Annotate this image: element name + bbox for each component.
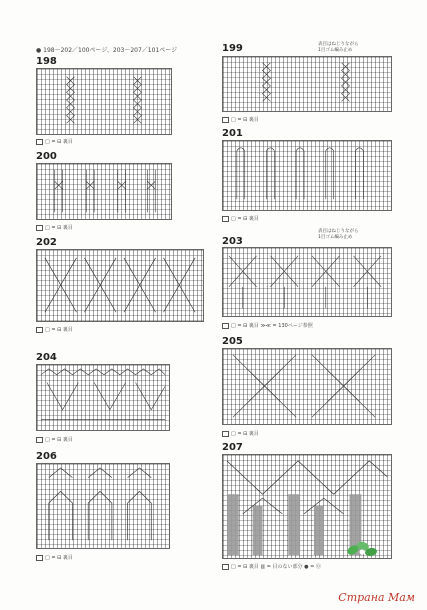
legend-201: □ = ⊟ 裏目 [222,215,259,222]
empty-square-icon [36,327,43,333]
pattern-number-207: 207 [222,442,243,453]
legend-199: □ = ⊟ 裏目 [222,116,259,123]
empty-square-icon [36,555,43,561]
empty-square-icon [222,216,229,222]
empty-square-icon [36,437,43,443]
chart-199 [222,56,392,112]
legend-202: □ = ⊟ 裏目 [36,326,73,333]
empty-square-icon [36,139,43,145]
pattern-number-199: 199 [222,43,243,54]
empty-square-icon [36,225,43,231]
legend-206: □ = ⊟ 裏目 [36,554,73,561]
empty-square-icon [222,323,229,329]
pattern-number-198: 198 [36,56,57,67]
chart-204 [36,364,170,431]
note-199: 表目はねじりながら 1目ゴム編み止め [318,42,359,53]
chart-200 [36,163,172,220]
legend-198: □ = ⊟ 裏目 [36,138,73,145]
pattern-number-204: 204 [36,352,57,363]
chart-205 [222,348,392,425]
legend-200: □ = ⊟ 裏目 [36,224,73,231]
pattern-number-206: 206 [36,451,57,462]
chart-203 [222,247,392,317]
chart-206 [36,463,170,549]
pattern-number-203: 203 [222,236,243,247]
pattern-number-200: 200 [36,151,57,162]
leaf-decoration-icon [345,536,379,560]
pattern-number-205: 205 [222,336,243,347]
site-watermark: Страна Мам [338,591,415,604]
chart-201 [222,140,392,211]
pattern-number-201: 201 [222,128,243,139]
legend-203: □ = ⊟ 裏目 ≫≪ = 130ページ参照 [222,322,313,329]
note-203: 表目はねじりながら 1目ゴム編み止め [318,229,359,240]
page-reference-header: ● 198〜202／100ページ、203〜207／101ページ [36,47,178,54]
chart-202 [36,249,204,322]
legend-205: □ = ⊟ 裏目 [222,430,259,437]
legend-207: □ = ⊟ 裏目 ▥ = 目のない部分 ● = ⓪ [222,563,321,570]
empty-square-icon [222,431,229,437]
empty-square-icon [222,564,229,570]
empty-square-icon [222,117,229,123]
legend-204: □ = ⊟ 裏目 [36,436,73,443]
pattern-number-202: 202 [36,237,57,248]
chart-198 [36,68,172,135]
